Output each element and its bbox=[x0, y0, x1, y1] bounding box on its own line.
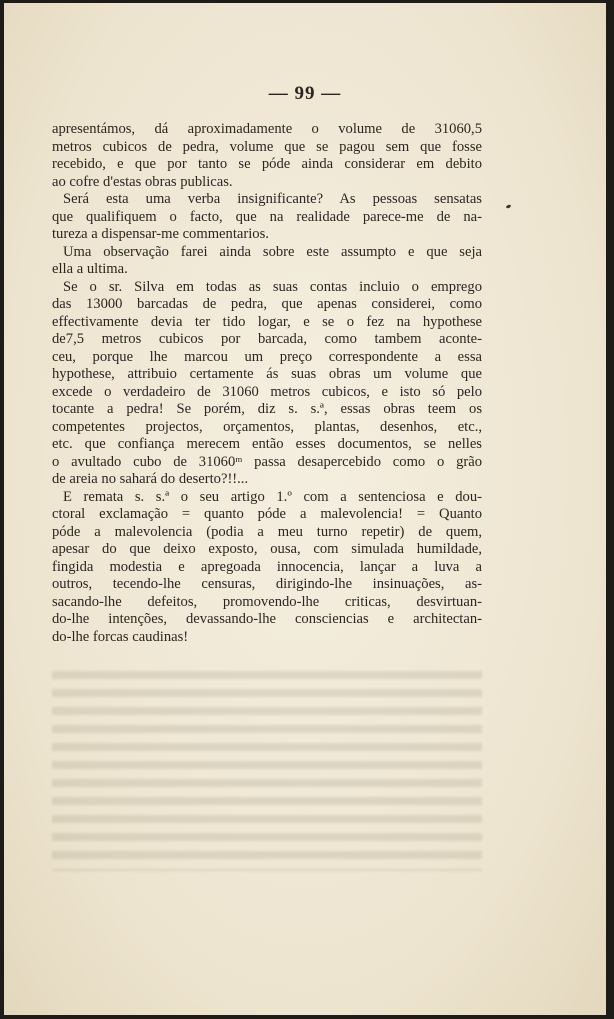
text-line: o avultado cubo de 31060ᵐ passa desapercebido como o grão bbox=[52, 453, 482, 470]
paragraph bbox=[52, 191, 482, 244]
text-line: Se o sr. Silva em todas as suas contas incluio o emprego bbox=[63, 278, 482, 295]
text-line: ao cofre d'estas obras publicas. bbox=[52, 173, 233, 190]
text-line: do-lhe forcas caudinas! bbox=[52, 628, 189, 645]
text-line: etc. que confiança merecem então esses documentos, se nelles bbox=[52, 436, 482, 452]
text-line: E remata s. s.ª o seu artigo 1.º com a sentenciosa e dou- bbox=[63, 488, 482, 505]
ink-speck bbox=[506, 204, 512, 209]
text-line: metros cubicos de pedra, volume que se pagou sem que fosse bbox=[52, 138, 482, 155]
text-line: de areia no sahará do deserto?!!... bbox=[52, 471, 249, 487]
text-line: Uma observação farei ainda sobre este assumpto e que seja bbox=[63, 243, 482, 260]
text-line: do-lhe intenções, devassando-lhe consciencias e architectan- bbox=[52, 611, 482, 627]
text-line: apresentámos, dá aproximadamente o volume de 31060,5 bbox=[52, 121, 482, 137]
text-line: sacando-lhe defeitos, promovendo-lhe criticas, desvirtuan- bbox=[52, 593, 482, 610]
text-line: apesar do que deixo exposto, ousa, com simulada humildade, bbox=[52, 541, 482, 557]
text-line: outros, tecendo-lhe censuras, dirigindo-lhe insinuações, as- bbox=[52, 576, 482, 592]
text-line: que qualifiquem o facto, que na realidade parece-me de na- bbox=[52, 208, 482, 225]
text-line: fingida modestia e apregoada innocencia, lançar a luva a bbox=[52, 558, 482, 575]
paragraph bbox=[52, 121, 482, 191]
text-line: competentes projectos, orçamentos, plantas, desenhos, etc., bbox=[52, 418, 482, 435]
text-line: tocante a pedra! Se porém, diz s. s.ª, essas obras teem os bbox=[52, 401, 482, 417]
text-line: de7,5 metros cubicos por barcada, como tambem aconte- bbox=[52, 331, 482, 347]
text-line: recebido, e que por tanto se póde ainda considerar em debito bbox=[52, 156, 482, 172]
body-text bbox=[52, 121, 482, 646]
page-number: — 99 — bbox=[268, 83, 342, 104]
text-line: effectivamente devia ter tido logar, e se o fez na hypothese bbox=[52, 313, 482, 330]
text-line: ceu, porque lhe marcou um preço correspondente a essa bbox=[52, 348, 482, 365]
book-page bbox=[4, 3, 606, 1015]
text-line: ctoral exclamação = quanto póde a malevolencia! = Quanto bbox=[52, 506, 482, 522]
text-line: póde a malevolencia (podia a meu turno repetir) de quem, bbox=[52, 523, 482, 540]
text-line: hypothese, attribuio certamente ás suas obras um volume que bbox=[52, 366, 482, 382]
text-line: das 13000 barcadas de pedra, que apenas considerei, como bbox=[52, 296, 482, 312]
paragraph bbox=[52, 489, 482, 647]
paragraph bbox=[52, 244, 482, 279]
text-line: Será esta uma verba insignificante? As pessoas sensatas bbox=[63, 191, 482, 207]
paragraph bbox=[52, 279, 482, 489]
text-line: excede o verdadeiro de 31060 metros cubicos, e isto só pelo bbox=[52, 383, 482, 400]
text-line: ella a ultima. bbox=[52, 261, 128, 277]
show-through-text bbox=[52, 671, 482, 871]
text-line: tureza a dispensar-me commentarios. bbox=[52, 226, 269, 242]
